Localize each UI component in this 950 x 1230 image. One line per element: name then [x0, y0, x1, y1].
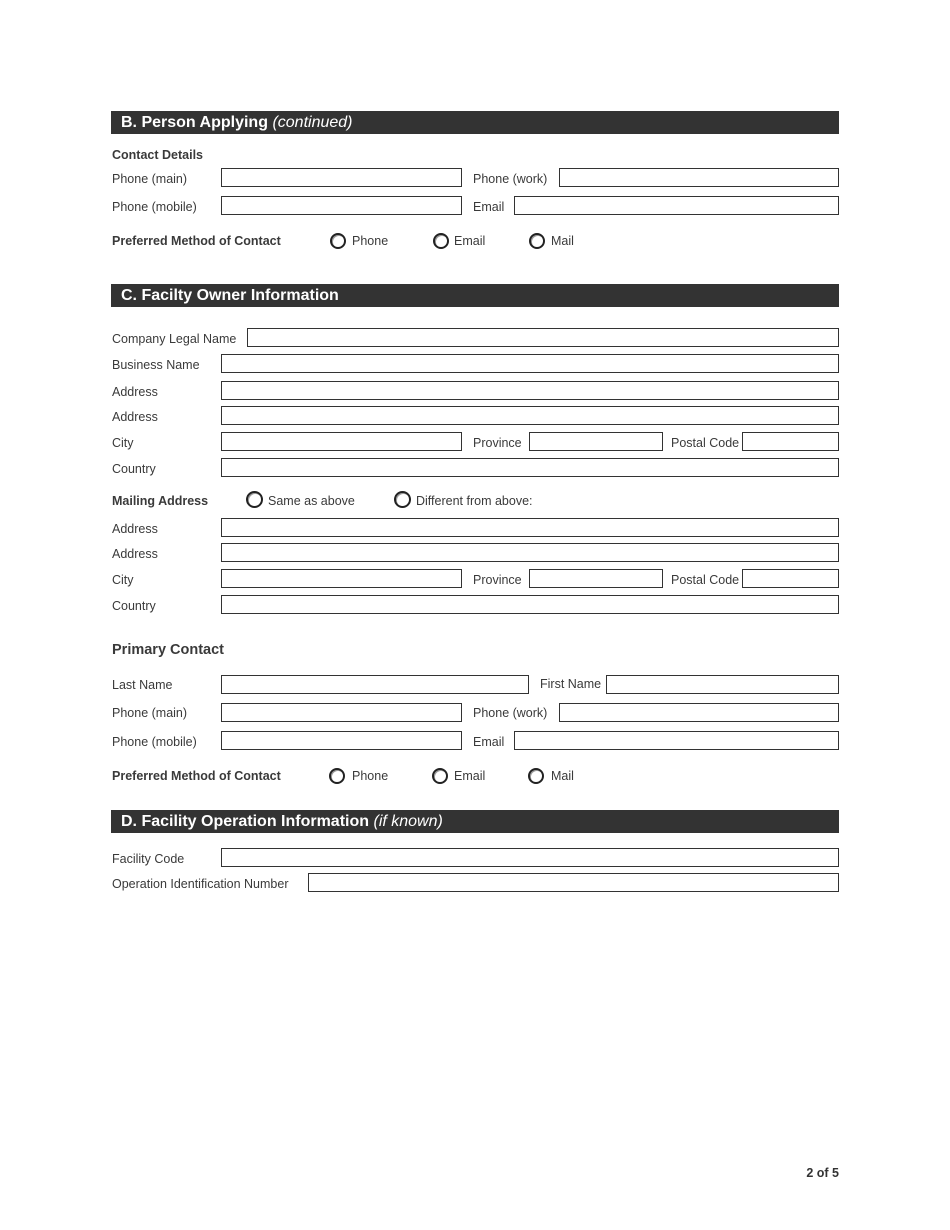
applicant-contact-phone-radio[interactable]	[330, 233, 346, 249]
owner-address-2-input[interactable]	[221, 406, 839, 425]
primary-preferred-contact-label: Preferred Method of Contact	[112, 769, 281, 783]
owner-postal-code-input[interactable]	[742, 432, 839, 451]
mailing-address-2-input[interactable]	[221, 543, 839, 562]
mailing-address-label: Mailing Address	[112, 494, 209, 508]
primary-contact-phone-radio[interactable]	[329, 768, 345, 784]
facility-code-input[interactable]	[221, 848, 839, 867]
owner-postal-code-label: Postal Code	[671, 436, 740, 450]
applicant-phone-main-label: Phone (main)	[112, 172, 188, 186]
applicant-contact-mail-label: Mail	[551, 234, 574, 248]
mailing-country-input[interactable]	[221, 595, 839, 614]
owner-city-label: City	[112, 436, 134, 450]
primary-phone-main-input[interactable]	[221, 703, 462, 722]
operation-id-input[interactable]	[308, 873, 839, 892]
owner-country-input[interactable]	[221, 458, 839, 477]
mailing-province-label: Province	[473, 573, 522, 587]
owner-country-label: Country	[112, 462, 156, 476]
mailing-country-label: Country	[112, 599, 156, 613]
mailing-postal-code-label: Postal Code	[671, 573, 740, 587]
primary-first-name-input[interactable]	[606, 675, 839, 694]
facility-code-label: Facility Code	[112, 852, 185, 866]
applicant-contact-mail-radio[interactable]	[529, 233, 545, 249]
primary-email-input[interactable]	[514, 731, 839, 750]
mailing-same-radio[interactable]	[246, 491, 263, 508]
company-legal-name-label: Company Legal Name	[112, 332, 237, 346]
applicant-phone-work-label: Phone (work)	[473, 172, 548, 186]
section-d-title: D. Facility Operation Information	[121, 813, 370, 830]
owner-address-2-label: Address	[112, 410, 158, 424]
primary-contact-phone-label: Phone	[352, 769, 389, 783]
applicant-email-label: Email	[473, 200, 505, 214]
primary-last-name-label: Last Name	[112, 678, 173, 692]
section-d-header	[111, 810, 839, 833]
owner-city-input[interactable]	[221, 432, 462, 451]
mailing-different-radio[interactable]	[394, 491, 411, 508]
applicant-preferred-contact-label: Preferred Method of Contact	[112, 234, 281, 248]
primary-phone-work-input[interactable]	[559, 703, 839, 722]
business-name-label: Business Name	[112, 358, 200, 372]
applicant-email-input[interactable]	[514, 196, 839, 215]
applicant-phone-mobile-label: Phone (mobile)	[112, 200, 197, 214]
section-c-header	[111, 284, 839, 307]
owner-province-label: Province	[473, 436, 522, 450]
primary-phone-work-label: Phone (work)	[473, 706, 548, 720]
mailing-province-input[interactable]	[529, 569, 663, 588]
primary-phone-main-label: Phone (main)	[112, 706, 188, 720]
owner-province-input[interactable]	[529, 432, 663, 451]
primary-contact-email-label: Email	[454, 769, 486, 783]
mailing-address-1-label: Address	[112, 522, 158, 536]
section-b-header	[111, 111, 839, 134]
applicant-contact-email-label: Email	[454, 234, 486, 248]
section-b-title-suffix: (continued)	[272, 114, 353, 131]
section-b-title: B. Person Applying	[121, 114, 268, 131]
owner-address-1-input[interactable]	[221, 381, 839, 400]
primary-phone-mobile-input[interactable]	[221, 731, 462, 750]
mailing-same-label: Same as above	[268, 494, 355, 508]
contact-details-label: Contact Details	[112, 148, 203, 162]
applicant-phone-main-input[interactable]	[221, 168, 462, 187]
applicant-contact-phone-label: Phone	[352, 234, 389, 248]
mailing-city-label: City	[112, 573, 134, 587]
owner-address-1-label: Address	[112, 385, 158, 399]
mailing-address-1-input[interactable]	[221, 518, 839, 537]
applicant-phone-mobile-input[interactable]	[221, 196, 462, 215]
primary-first-name-label: First Name	[540, 677, 602, 691]
primary-contact-mail-label: Mail	[551, 769, 574, 783]
section-d-title-suffix: (if known)	[373, 813, 443, 830]
business-name-input[interactable]	[221, 354, 839, 373]
page-number: 2 of 5	[806, 1166, 839, 1180]
operation-id-label: Operation Identification Number	[112, 877, 289, 891]
primary-contact-mail-radio[interactable]	[528, 768, 544, 784]
company-legal-name-input[interactable]	[247, 328, 839, 347]
primary-phone-mobile-label: Phone (mobile)	[112, 735, 197, 749]
mailing-postal-code-input[interactable]	[742, 569, 839, 588]
mailing-address-2-label: Address	[112, 547, 158, 561]
section-c-title: C. Facilty Owner Information	[121, 287, 339, 304]
primary-contact-title: Primary Contact	[112, 642, 225, 658]
mailing-different-label: Different from above:	[416, 494, 533, 508]
mailing-city-input[interactable]	[221, 569, 462, 588]
applicant-phone-work-input[interactable]	[559, 168, 839, 187]
primary-last-name-input[interactable]	[221, 675, 529, 694]
primary-contact-email-radio[interactable]	[432, 768, 448, 784]
applicant-contact-email-radio[interactable]	[433, 233, 449, 249]
primary-email-label: Email	[473, 735, 505, 749]
